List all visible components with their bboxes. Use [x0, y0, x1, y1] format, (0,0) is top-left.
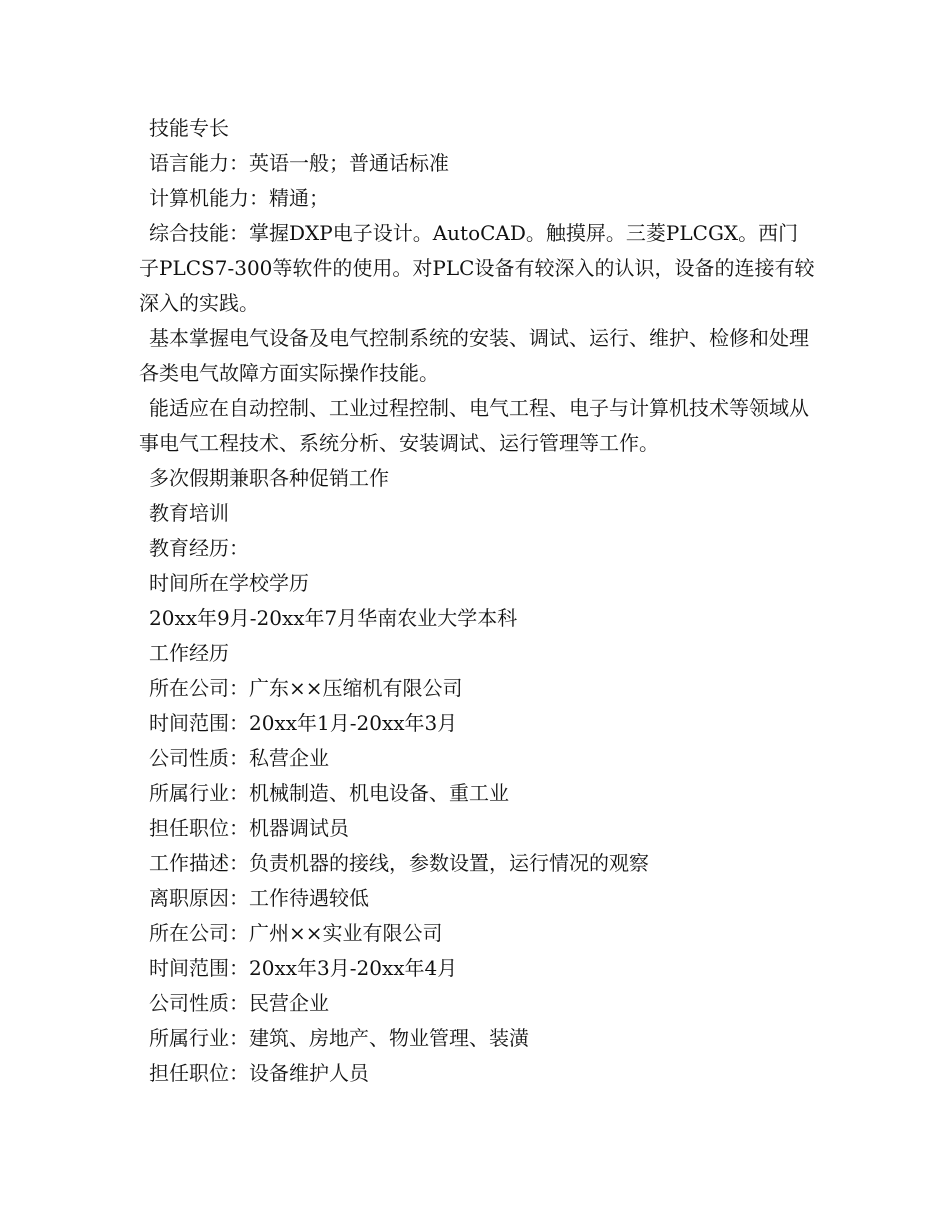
job1-position: 担任职位：机器调试员: [149, 816, 349, 840]
document-body: [139, 111, 815, 1091]
education-entry: 20xx年9月-20xx年7月华南农业大学本科: [149, 606, 518, 630]
section-heading-education: 教育培训: [149, 501, 229, 525]
job2-company-type: 公司性质：民营企业: [149, 991, 329, 1015]
job1-industry: 所属行业：机械制造、机电设备、重工业: [149, 781, 509, 805]
section-heading-skills: 技能专长: [149, 116, 229, 140]
job1-company-type: 公司性质：私营企业: [149, 746, 329, 770]
electrical-skills: 基本掌握电气设备及电气控制系统的安装、调试、运行、维护、检修和处理各类电气故障方面实际操作技能。: [139, 326, 809, 385]
job2-company: 所在公司：广州××实业有限公司: [149, 921, 443, 945]
field-adaptability: 能适应在自动控制、工业过程控制、电气工程、电子与计算机技术等领域从事电气工程技术、系统分析、安装调试、运行管理等工作。: [139, 396, 809, 455]
computer-ability: 计算机能力：精通；: [149, 186, 329, 210]
language-ability: 语言能力：英语一般；普通话标准: [149, 151, 449, 175]
education-history-label: 教育经历：: [149, 536, 249, 560]
section-heading-work: 工作经历: [149, 641, 229, 665]
comprehensive-skills: 综合技能：掌握DXP电子设计。AutoCAD。触摸屏。三菱PLCGX。西门子PLCS7-300等软件的使用。对PLC设备有较深入的认识，设备的连接有较深入的实践。: [139, 221, 815, 315]
job1-leave-reason: 离职原因：工作待遇较低: [149, 886, 369, 910]
job1-company: 所在公司：广东××压缩机有限公司: [149, 676, 463, 700]
education-columns: 时间所在学校学历: [149, 571, 309, 595]
job2-position: 担任职位：设备维护人员: [149, 1061, 369, 1085]
job2-period: 时间范围：20xx年3月-20xx年4月: [149, 956, 458, 980]
job2-industry: 所属行业：建筑、房地产、物业管理、装潢: [149, 1026, 529, 1050]
job1-period: 时间范围：20xx年1月-20xx年3月: [149, 711, 458, 735]
part-time-work: 多次假期兼职各种促销工作: [149, 466, 389, 490]
job1-description: 工作描述：负责机器的接线，参数设置，运行情况的观察: [149, 851, 649, 875]
